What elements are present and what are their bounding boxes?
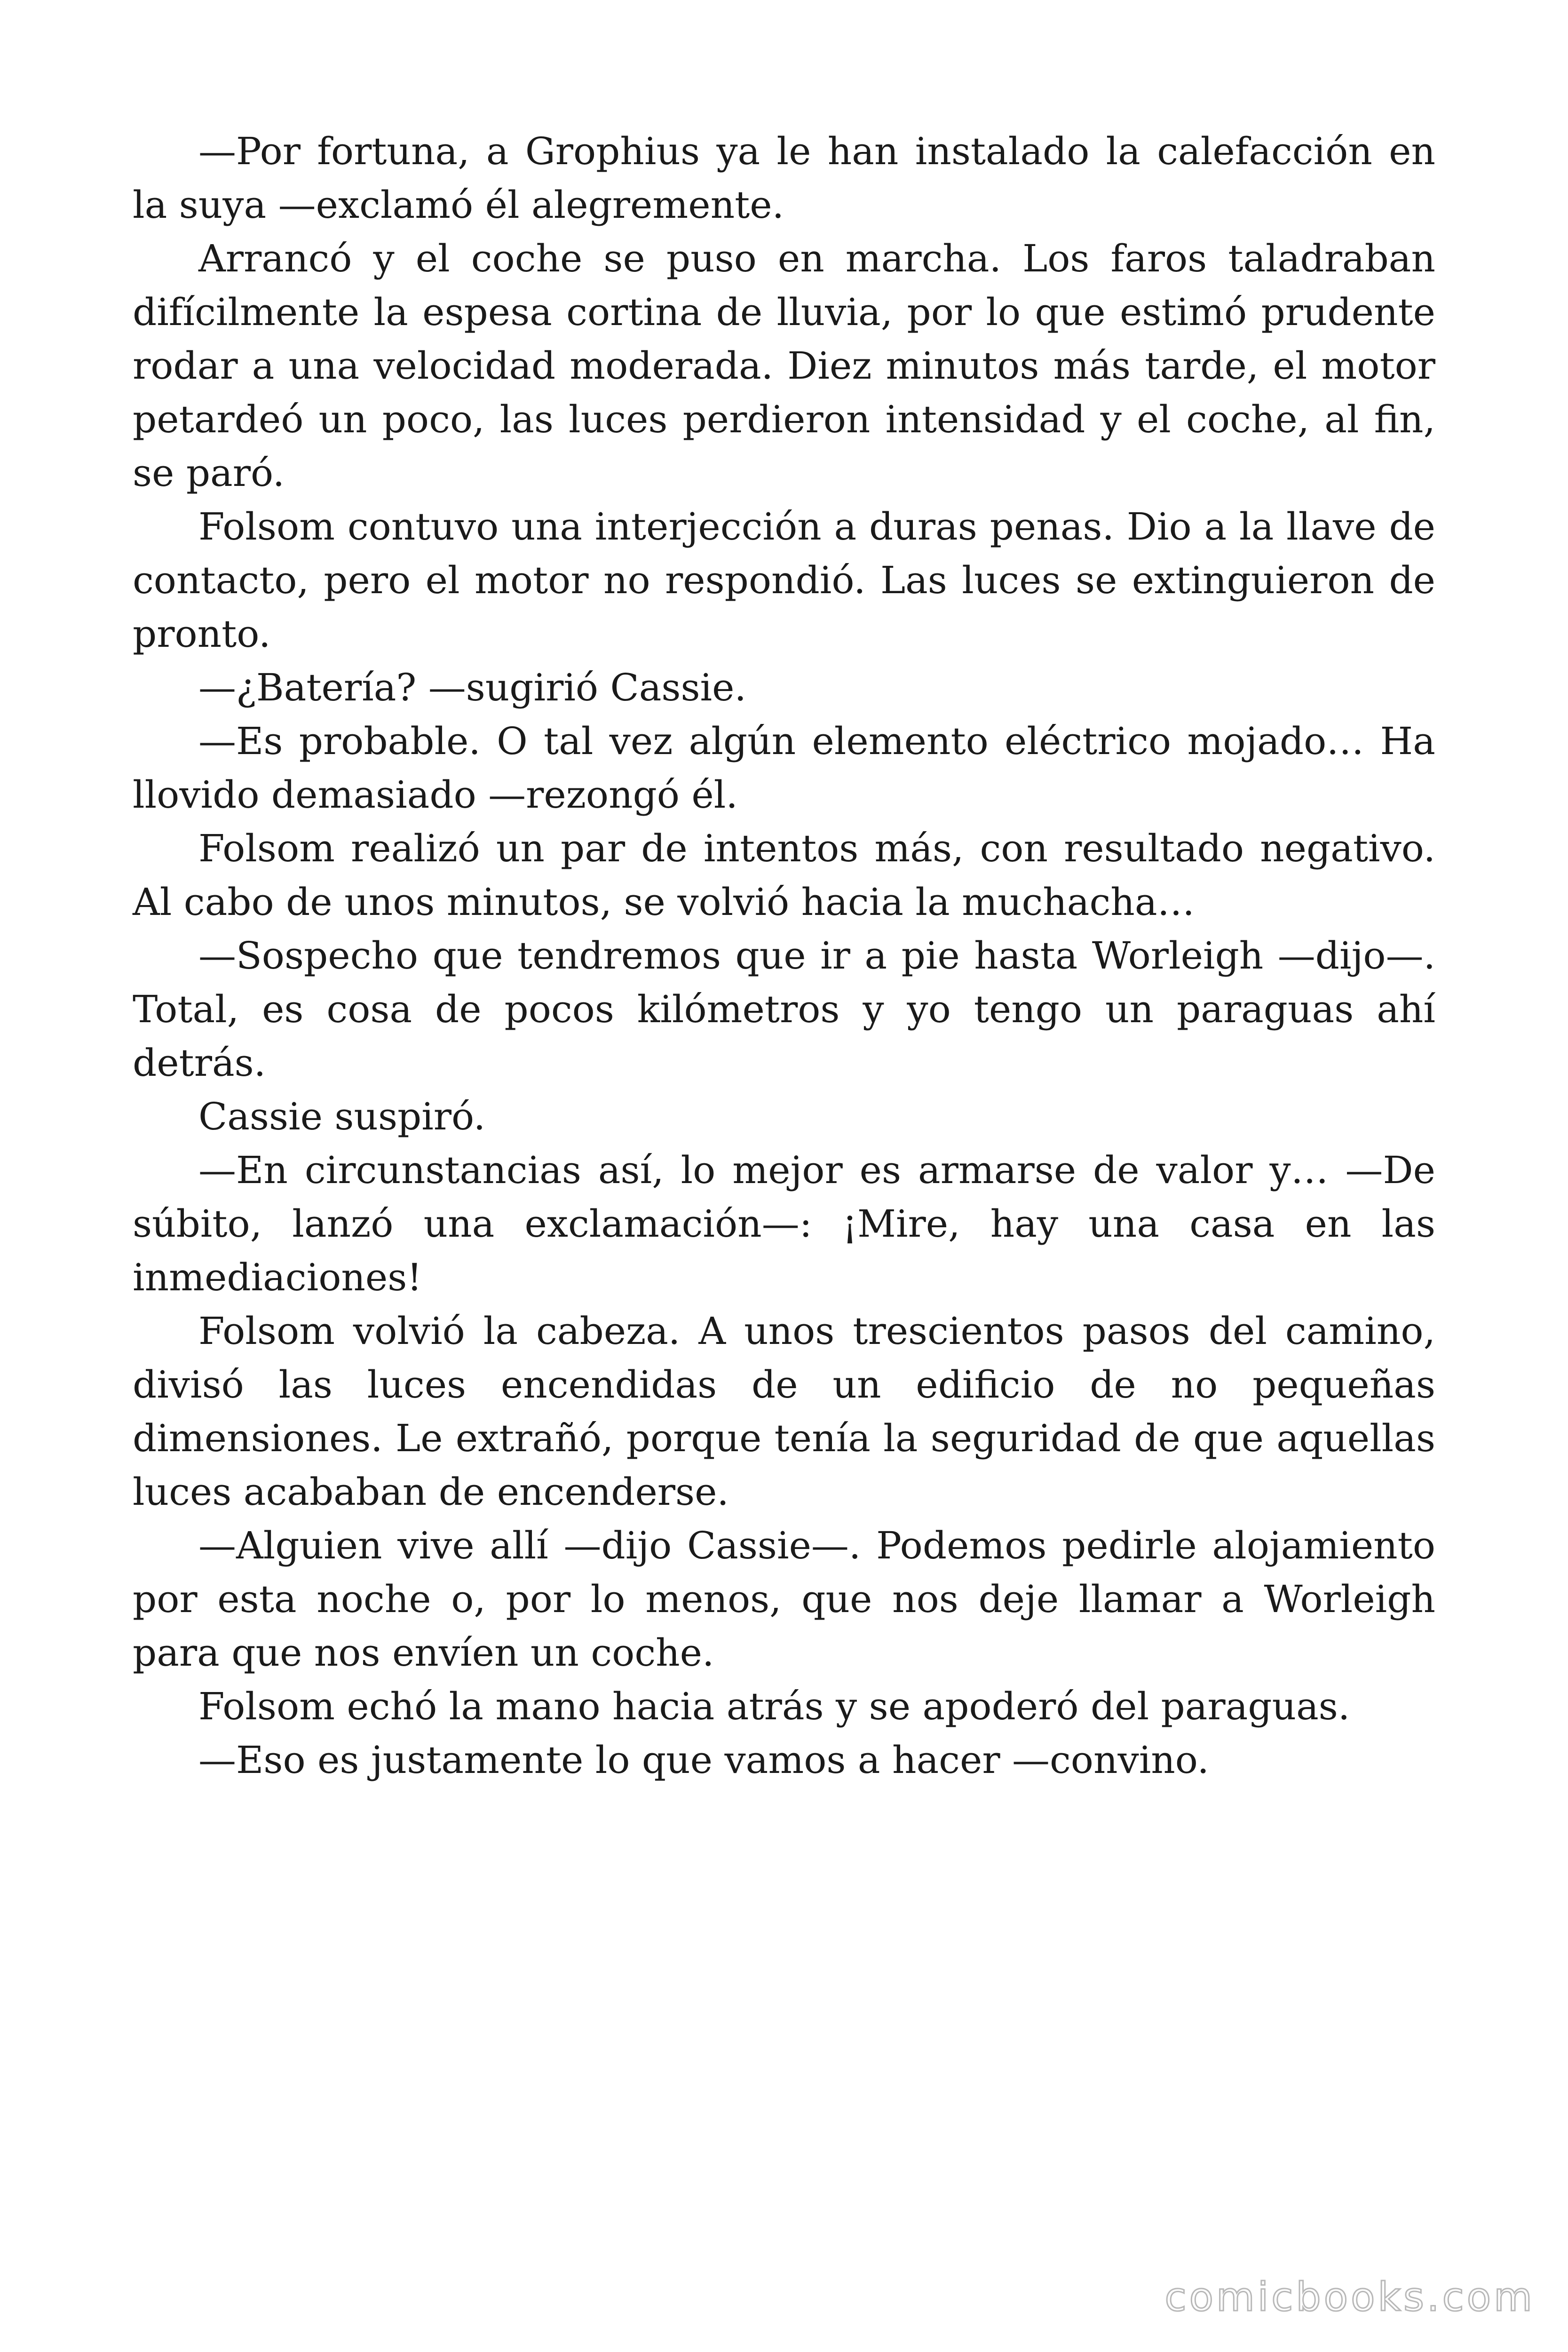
paragraph: Folsom realizó un par de intentos más, con resultado negativo. Al cabo de unos minutos, se volvió hacia la muchacha…	[133, 826, 1435, 924]
paragraph: Folsom volvió la cabeza. A unos trescientos pasos del camino, divisó las luces encendidas de un edificio de no pequeñas dimensiones. Le extrañó, porque tenía la seguridad de que aquellas luces acababan de encenderse.	[133, 1309, 1435, 1514]
paragraph: —Alguien vive allí —dijo Cassie—. Podemos pedirle alojamiento por esta noche o, por lo menos, que nos deje llamar a Worleigh para que nos envíen un coche.	[133, 1524, 1435, 1675]
paragraph: Arrancó y el coche se puso en marcha. Los faros taladraban difícilmente la espesa cortina de lluvia, por lo que estimó prudente rodar a una velocidad moderada. Diez minutos más tarde, el motor petardeó un poco, las luces perdieron intensidad y el coche, al fin, se paró.	[133, 237, 1435, 495]
paragraph: —Por fortuna, a Grophius ya le han instalado la calefacción en la suya —exclamó él alegremente.	[133, 129, 1435, 227]
paragraph: —¿Batería? —sugirió Cassie.	[198, 666, 746, 709]
paragraph: —En circunstancias así, lo mejor es armarse de valor y… —De súbito, lanzó una exclamación—: ¡Mire, hay una casa en las inmediaciones!	[133, 1148, 1435, 1299]
page-text	[133, 125, 1435, 1787]
paragraph: Folsom echó la mano hacia atrás y se apoderó del paraguas.	[198, 1685, 1350, 1728]
paragraph: —Es probable. O tal vez algún elemento eléctrico mojado… Ha llovido demasiado —rezongó él.	[133, 719, 1435, 817]
paragraph: —Eso es justamente lo que vamos a hacer —convino.	[198, 1738, 1209, 1782]
watermark: comicbooks.com	[1164, 2274, 1535, 2320]
paragraph: —Sospecho que tendremos que ir a pie hasta Worleigh —dijo—. Total, es cosa de pocos kilómetros y yo tengo un paraguas ahí detrás.	[133, 934, 1435, 1085]
paragraph: Cassie suspiró.	[198, 1095, 486, 1138]
paragraph: Folsom contuvo una interjección a duras penas. Dio a la llave de contacto, pero el motor no respondió. Las luces se extinguieron de pronto.	[133, 505, 1435, 656]
